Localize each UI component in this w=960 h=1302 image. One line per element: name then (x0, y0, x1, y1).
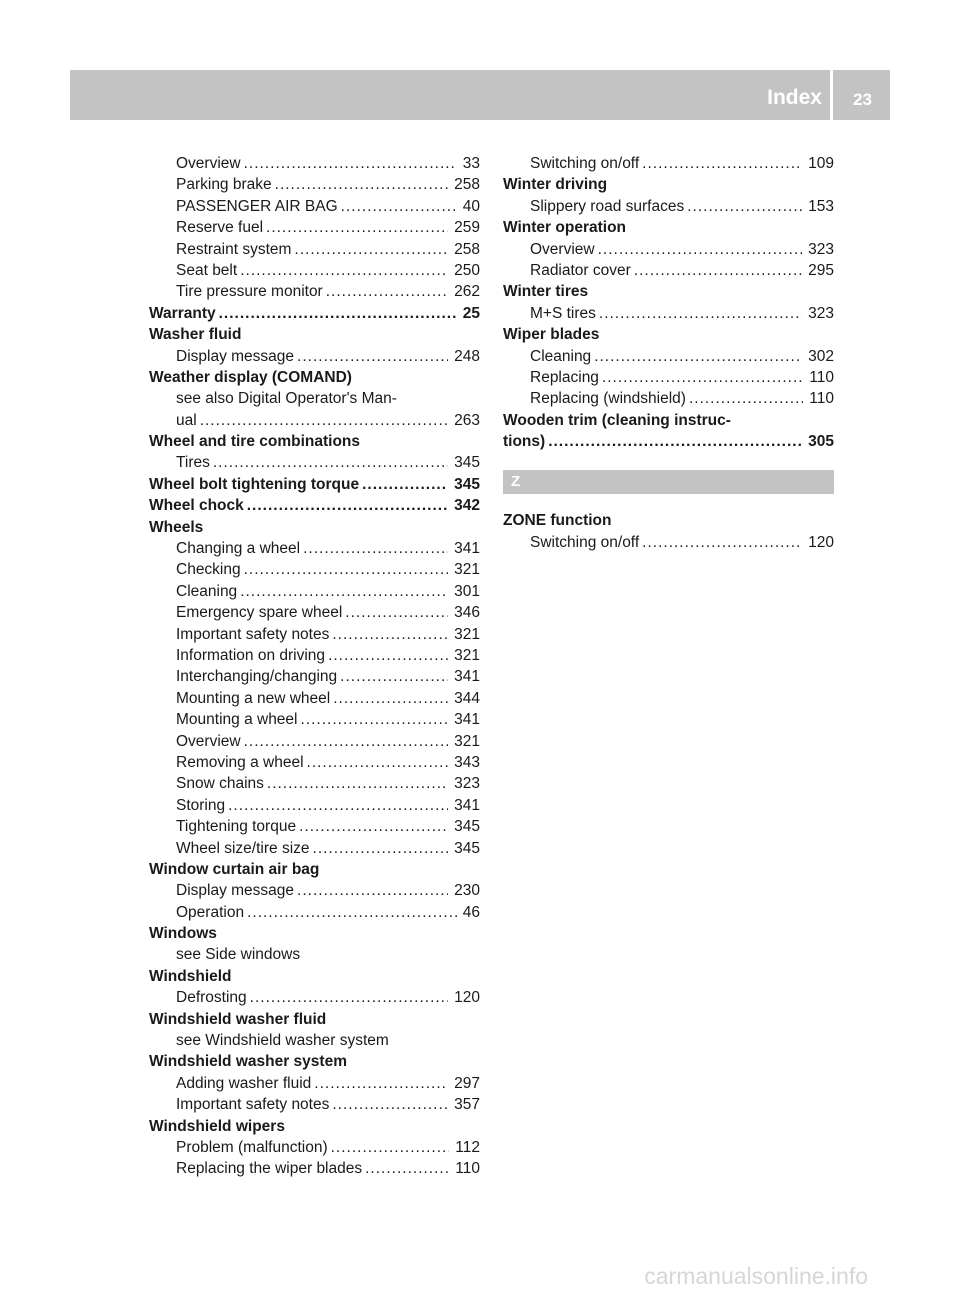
dot-leader (314, 1073, 448, 1094)
page-reference[interactable]: 263 (454, 411, 480, 429)
page-reference[interactable]: 323 (454, 775, 480, 793)
page-reference[interactable]: 341 (454, 540, 480, 558)
entry-label: Wheel and tire combinations (149, 433, 360, 451)
index-subentry (149, 346, 480, 367)
entry-label: M+S tires (530, 304, 596, 322)
entry-label: Defrosting (176, 989, 247, 1007)
dot-leader (299, 816, 448, 837)
entry-label: Overview (530, 240, 595, 258)
page-number: 23 (853, 90, 872, 109)
entry-label: Restraint system (176, 240, 292, 258)
dot-leader (345, 602, 448, 623)
index-subentry (503, 367, 834, 388)
entry-label: Windshield washer system (149, 1053, 347, 1071)
entry-label: Operation (176, 903, 245, 921)
page-reference[interactable]: 120 (808, 533, 834, 551)
entry-label: Replacing (windshield) (530, 390, 686, 408)
page-reference[interactable]: 120 (454, 989, 480, 1007)
page-reference[interactable]: 25 (462, 304, 480, 322)
dot-leader (365, 1158, 449, 1179)
entry-label: Changing a wheel (176, 540, 301, 558)
page-reference[interactable]: 357 (454, 1096, 480, 1114)
index-subentry (149, 709, 480, 730)
entry-label: Snow chains (176, 775, 264, 793)
dot-leader (634, 260, 802, 281)
entry-label: tions) (503, 433, 546, 451)
page-reference[interactable]: 250 (454, 261, 480, 279)
dot-leader (307, 752, 449, 773)
page-reference[interactable]: 297 (454, 1074, 480, 1092)
entry-label: Emergency spare wheel (176, 604, 343, 622)
page-reference[interactable]: 301 (454, 582, 480, 600)
index-subentry (149, 816, 480, 837)
dot-leader (247, 495, 448, 516)
index-subentry (149, 196, 480, 217)
page-reference[interactable]: 321 (454, 625, 480, 643)
index-subentry (149, 731, 480, 752)
index-subentry (503, 388, 834, 409)
entry-label: Interchanging/changing (176, 668, 338, 686)
page-reference[interactable]: 321 (454, 646, 480, 664)
page-reference[interactable]: 305 (808, 433, 834, 451)
page-reference[interactable]: 344 (454, 689, 480, 707)
entry-label: see Side windows (176, 946, 301, 964)
page-reference[interactable]: 110 (809, 368, 834, 386)
page-reference[interactable]: 295 (808, 261, 834, 279)
index-subentry (503, 196, 834, 217)
page-title: Index (767, 86, 822, 109)
page-reference[interactable]: 345 (454, 818, 480, 836)
entry-label: see also Digital Operator's Man- (176, 390, 397, 408)
index-subentry (149, 153, 480, 174)
index-heading (503, 174, 834, 195)
entry-label: ZONE function (503, 512, 612, 530)
index-heading (149, 966, 480, 987)
index-subentry (149, 559, 480, 580)
index-heading (149, 517, 480, 538)
page-reference[interactable]: 302 (808, 347, 834, 365)
index-heading (149, 1051, 480, 1072)
index-subentry (149, 987, 480, 1008)
index-subentry (149, 752, 480, 773)
page-reference[interactable]: 321 (454, 732, 480, 750)
index-heading (503, 510, 834, 531)
index-heading (149, 1009, 480, 1030)
index-heading (149, 495, 480, 516)
entry-label: Wiper blades (503, 326, 600, 344)
index-subentry (149, 1158, 480, 1179)
entry-label: Radiator cover (530, 261, 631, 279)
entry-label: Tires (176, 454, 210, 472)
index-subentry (149, 1137, 480, 1158)
page-reference[interactable]: 230 (454, 882, 480, 900)
entry-label: Information on driving (176, 646, 326, 664)
index-heading (503, 281, 834, 302)
page-reference[interactable]: 323 (808, 304, 834, 322)
page-reference[interactable]: 343 (454, 753, 480, 771)
entry-label: Tightening torque (176, 818, 297, 836)
dot-leader (244, 731, 449, 752)
entry-label: Replacing (530, 368, 599, 386)
index-subentry (149, 1030, 480, 1051)
index-subentry (149, 260, 480, 281)
index-subentry (503, 260, 834, 281)
entry-label: Parking brake (176, 176, 272, 194)
entry-label: Tire pressure monitor (176, 283, 323, 301)
dot-leader (267, 773, 448, 794)
dot-leader (240, 581, 448, 602)
header-divider (830, 70, 833, 120)
dot-leader (599, 303, 802, 324)
index-subentry (503, 532, 834, 553)
dot-leader (332, 1094, 448, 1115)
dot-leader (297, 346, 448, 367)
index-heading (149, 431, 480, 452)
index-subentry (149, 1073, 480, 1094)
entry-label: Storing (176, 796, 226, 814)
entry-label: Seat belt (176, 261, 238, 279)
entry-label: Switching on/off (530, 155, 640, 172)
entry-label: Winter driving (503, 176, 608, 194)
page-reference[interactable]: 112 (455, 1138, 480, 1156)
index-heading (503, 324, 834, 345)
index-subentry (149, 688, 480, 709)
index-subentry (149, 174, 480, 195)
entry-label: Replacing the wiper blades (176, 1160, 363, 1178)
index-subentry (149, 902, 480, 923)
entry-label: Wooden trim (cleaning instruc- (503, 411, 731, 429)
entry-label: Mounting a new wheel (176, 689, 331, 707)
index-subentry (149, 388, 480, 409)
index-heading (149, 474, 480, 495)
page-reference[interactable]: 262 (454, 283, 480, 301)
header-bar (70, 70, 890, 120)
index-heading (149, 1116, 480, 1137)
page-reference[interactable]: 110 (455, 1160, 480, 1178)
entry-label: Removing a wheel (176, 753, 304, 771)
dot-leader (213, 452, 448, 473)
entry-label: Wheel size/tire size (176, 839, 310, 857)
index-subentry (503, 239, 834, 260)
index-subentry (149, 795, 480, 816)
dot-leader (331, 1137, 450, 1158)
dot-leader (328, 645, 448, 666)
entry-label: Windows (149, 925, 217, 943)
dot-leader (313, 838, 449, 859)
entry-label: Weather display (COMAND) (149, 368, 352, 386)
entry-label: Winter tires (503, 283, 589, 301)
dot-leader (301, 709, 449, 730)
dot-leader (297, 880, 448, 901)
index-heading (149, 859, 480, 880)
entry-label: Warranty (149, 304, 216, 322)
dot-leader (687, 196, 802, 217)
dot-leader (362, 474, 448, 495)
dot-leader (341, 196, 457, 217)
dot-leader (332, 624, 448, 645)
entry-label: Switching on/off (530, 533, 640, 551)
entry-label: Display message (176, 347, 295, 365)
entry-label: Windshield (149, 967, 232, 985)
index-heading (503, 217, 834, 238)
dot-leader (294, 239, 448, 260)
dot-leader (228, 795, 448, 816)
entry-label: ual (176, 411, 197, 429)
index-subentry (149, 773, 480, 794)
entry-label: Reserve fuel (176, 219, 264, 237)
page-reference[interactable]: 153 (808, 197, 834, 215)
dot-leader (275, 174, 448, 195)
dot-leader (594, 346, 802, 367)
page-reference[interactable]: 109 (808, 155, 834, 172)
index-column-left (149, 153, 480, 1180)
entry-label: Winter operation (503, 219, 627, 237)
entry-label: Washer fluid (149, 326, 242, 344)
page-reference[interactable]: 341 (454, 796, 480, 814)
index-subentry (149, 602, 480, 623)
index-subentry (149, 452, 480, 473)
index-subentry (149, 624, 480, 645)
dot-leader (333, 688, 448, 709)
page-reference[interactable]: 342 (454, 497, 480, 515)
dot-leader (250, 987, 448, 1008)
index-subentry (149, 239, 480, 260)
page-reference[interactable]: 258 (454, 176, 480, 194)
entry-label: Wheel bolt tightening torque (149, 475, 360, 493)
index-subentry (149, 838, 480, 859)
index-subentry (149, 666, 480, 687)
page-reference[interactable]: 341 (454, 668, 480, 686)
dot-leader (219, 303, 457, 324)
dot-leader (200, 410, 448, 431)
index-heading (503, 431, 834, 452)
index-subentry (503, 153, 834, 174)
dot-leader (689, 388, 803, 409)
entry-label: Wheels (149, 518, 204, 536)
entry-label: Important safety notes (176, 625, 330, 643)
page-reference[interactable]: 258 (454, 240, 480, 258)
entry-label: Windshield washer fluid (149, 1010, 327, 1028)
entry-label: PASSENGER AIR BAG (176, 197, 338, 215)
dot-leader (602, 367, 803, 388)
entry-label: Window curtain air bag (149, 860, 320, 878)
index-subentry (149, 1094, 480, 1115)
index-heading (149, 324, 480, 345)
section-letter-bar: Z (503, 470, 834, 494)
index-subentry (149, 880, 480, 901)
index-subentry (503, 303, 834, 324)
index-subentry (149, 944, 480, 965)
entry-label: Checking (176, 561, 241, 579)
page-reference[interactable]: 345 (454, 475, 480, 493)
dot-leader (247, 902, 457, 923)
index-subentry (149, 217, 480, 238)
entry-label: Display message (176, 882, 295, 900)
dot-leader (340, 666, 448, 687)
page-reference[interactable]: 321 (454, 561, 480, 579)
index-subentry (149, 538, 480, 559)
index-heading (149, 923, 480, 944)
entry-label: Important safety notes (176, 1096, 330, 1114)
dot-leader (244, 559, 449, 580)
page-reference[interactable]: 345 (454, 839, 480, 857)
entry-label: Slippery road surfaces (530, 197, 685, 215)
dot-leader (266, 217, 448, 238)
index-subentry (149, 281, 480, 302)
dot-leader (642, 153, 802, 174)
dot-leader (244, 153, 457, 174)
index-subentry (149, 410, 480, 431)
dot-leader (303, 538, 448, 559)
index-heading (149, 303, 480, 324)
index-subentry (149, 581, 480, 602)
entry-label: Wheel chock (149, 497, 244, 515)
dot-leader (548, 431, 802, 452)
page-reference[interactable]: 248 (454, 347, 480, 365)
page-reference[interactable]: 259 (454, 219, 480, 237)
page-reference[interactable]: 110 (809, 390, 834, 408)
dot-leader (598, 239, 803, 260)
entry-label: Problem (malfunction) (176, 1138, 328, 1156)
index-heading (149, 367, 480, 388)
dot-leader (642, 532, 802, 553)
index-heading (503, 410, 834, 431)
entry-label: Adding washer fluid (176, 1074, 312, 1092)
entry-label: Cleaning (176, 582, 238, 600)
dot-leader (326, 281, 448, 302)
page-reference[interactable]: 323 (808, 240, 834, 258)
page-reference[interactable]: 341 (454, 711, 480, 729)
page-reference[interactable]: 346 (454, 604, 480, 622)
entry-label: see Windshield washer system (176, 1032, 389, 1050)
entry-label: Cleaning (530, 347, 592, 365)
watermark: carmanualsonline.info (644, 1263, 868, 1289)
entry-label: Overview (176, 732, 241, 750)
entry-label: Mounting a wheel (176, 711, 298, 729)
index-column-right (503, 153, 834, 553)
index-subentry (149, 645, 480, 666)
page-reference[interactable]: 345 (454, 454, 480, 472)
entry-label: Windshield wipers (149, 1117, 285, 1135)
entry-label: Overview (176, 155, 241, 172)
page-reference[interactable]: 33 (462, 155, 480, 172)
page-reference[interactable]: 46 (462, 903, 480, 921)
index-subentry (503, 346, 834, 367)
dot-leader (240, 260, 448, 281)
page-reference[interactable]: 40 (462, 197, 480, 215)
